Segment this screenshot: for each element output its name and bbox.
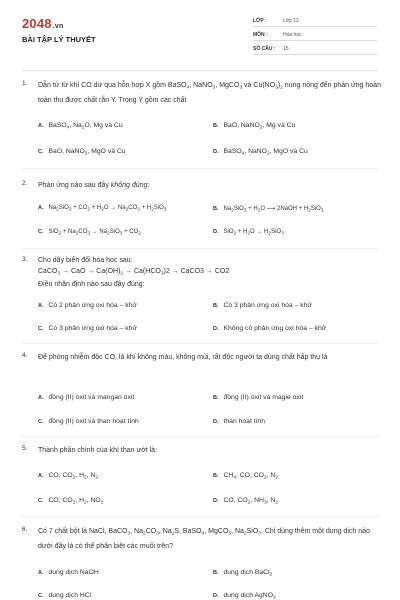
question-text: Có 7 chất bột là NaCl, BaCO$_3$, $Na_2CO_3$, $Na_2S$, BaSO$_4$, MgCO$_3$, $Na_2SiO_3$. Chỉ dùng thêm một dung dịch nào dưới đây là có thể phân biệt các muối trên? xyxy=(38,528,370,550)
option-a[interactable]: A. Có 2 phản ứng oxi hóa – khử xyxy=(38,302,137,309)
meta-value: 15 xyxy=(283,46,289,52)
option-d[interactable]: D. than hoạt tính xyxy=(213,418,266,425)
option-c[interactable]: C. $SiO_2 + Na_2CO_3 \to Na_2SiO_3 + CO_2$ xyxy=(38,229,141,237)
option-b[interactable]: B. dung dịch BaCl$_2$ xyxy=(213,569,273,578)
question-divider xyxy=(22,248,378,249)
meta-label: SỐ CÂU : xyxy=(253,46,276,52)
meta-subject xyxy=(253,31,377,41)
meta-label: MÔN : xyxy=(253,32,268,38)
option-d[interactable]: D. dung dịch AgNO$_3$ xyxy=(213,592,276,600)
question-number: 1. xyxy=(22,80,28,87)
question-divider xyxy=(22,168,378,169)
question-text: Thành phần chính của khí than ướt là: xyxy=(38,447,158,454)
option-c[interactable]: C. Có 3 phản ứng oxi hóa – khử xyxy=(38,325,137,332)
meta-value: Lớp 12 xyxy=(283,18,299,24)
option-c[interactable]: C. đồng (II) oxit và than hoạt tính xyxy=(38,418,139,425)
option-a[interactable]: A. $Na_2SiO_3 + CO_2 + H_2O \to Na_2CO_3 + H_2SiO_3$ xyxy=(38,205,167,213)
option-b[interactable]: B. $Na_2SiO_3 + H_2O$ ⟶ 2NaOH + $H_2SiO_3$ xyxy=(213,206,324,214)
question-4 xyxy=(22,352,382,364)
page-header xyxy=(0,0,400,62)
option-b[interactable]: B. $CH_4$, CO, $CO_2$, $N_2$ xyxy=(213,472,278,481)
question-1 xyxy=(22,80,382,107)
site-logo[interactable]: 2048.vn xyxy=(22,16,64,31)
question-divider xyxy=(22,436,378,437)
option-d[interactable]: D. BaSO$_4$, NaNO$_2$, MgO và Cu xyxy=(213,148,308,157)
question-number: 6. xyxy=(22,526,28,533)
option-d[interactable]: D. $SiO_2 + H_2O \to H_2SiO_3$ xyxy=(213,229,284,237)
option-a[interactable]: A. đồng (II) oxit và mangan oxit xyxy=(38,394,135,401)
question-text: Để phòng nhiễm độc CO, là khí không màu, không mùi, rất độc người ta dùng chất hấp thụ là xyxy=(38,354,328,361)
meta-class xyxy=(253,17,377,27)
option-c[interactable]: C. dung dịch HCl xyxy=(38,592,92,599)
meta-value: Hóa học xyxy=(283,32,302,38)
question-divider xyxy=(22,516,378,517)
option-a[interactable]: A. BaSO$_4$, $Na_2O$, Mg và Cu xyxy=(38,122,123,131)
option-d[interactable]: D. Không có phản ứng oxi hóa – khử xyxy=(213,325,327,332)
question-number: 4. xyxy=(22,352,28,359)
option-d[interactable]: D. CO, $CO_2$, $NH_3$, $N_2$ xyxy=(213,497,278,506)
option-b[interactable]: B. Có 3 phản ứng oxi hóa – khử xyxy=(213,302,312,309)
question-divider xyxy=(22,343,378,344)
question-text: Cho dãy biến đổi hóa học sau: CaCO$_3$ → CaO → $Ca(OH)_2 \to Ca(HCO_3)2$ → CaCO3 → CO2 Điều nhận định nào sau đây đúng: xyxy=(38,257,230,288)
question-2 xyxy=(22,180,382,192)
question-text: Dẫn từ từ khí CO dư qua hỗn hợp X gồm BaSO$_4$, NaNO$_3$, MgCO$_3$ và $Cu(NO_3)_2$ nung nóng đến phản ứng hoàn toàn thu được chất rắn Y. Trong Y gồm các chất xyxy=(38,82,381,104)
meta-question-count xyxy=(253,45,377,55)
question-3 xyxy=(22,256,382,290)
option-c[interactable]: C. BaO, NaNO$_3$, MgO và Cu xyxy=(38,148,126,157)
question-text: Phản ứng nào sau đây không đúng: xyxy=(38,182,150,189)
question-number: 2. xyxy=(22,180,28,187)
option-b[interactable]: B. BaO, NaNO$_2$, Mg và Cu xyxy=(213,122,296,131)
meta-label: LỚP : xyxy=(253,18,267,24)
document-title: BÀI TẬP LÝ THUYẾT xyxy=(22,35,96,44)
option-b[interactable]: B. đồng (II) oxit và magie oxit xyxy=(213,394,304,401)
header-divider xyxy=(22,70,378,71)
question-6 xyxy=(22,526,382,553)
option-a[interactable]: A. dung dịch NaOH xyxy=(38,569,99,576)
option-c[interactable]: C. CO, $CO_2$, $H_2$, $NO_2$ xyxy=(38,497,104,506)
question-number: 3. xyxy=(22,256,28,263)
question-number: 5. xyxy=(22,445,28,452)
option-a[interactable]: A. CO, $CO_2$, $H_2$, $N_2$ xyxy=(38,472,99,481)
question-5 xyxy=(22,445,382,457)
